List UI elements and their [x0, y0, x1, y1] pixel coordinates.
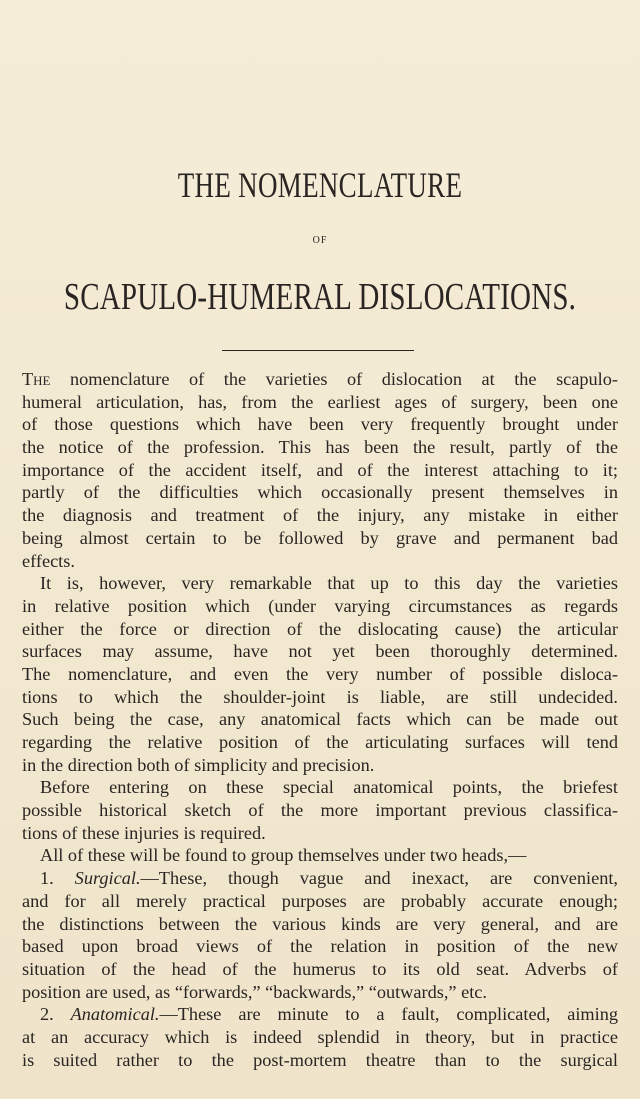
text-line: possible historical sketch of the more important previous classifica-	[22, 800, 618, 821]
text-line: All of these will be found to group themselves under two heads,—	[40, 845, 527, 866]
text-line	[22, 867, 618, 890]
text-line-content: —These are minute to a fault, complicated, aiming	[159, 1004, 618, 1025]
text-line: and for all merely practical purposes are probably accurate enough;	[22, 890, 618, 911]
text-line: in the direction both of simplicity and precision.	[22, 754, 375, 775]
section-label-anatomical: Anatomical.	[70, 1004, 160, 1025]
text-line: tions to which the shoulder-joint is liable, are still undecided.	[22, 686, 618, 707]
title-connector: OF	[312, 235, 328, 246]
text-line: situation of the head of the humerus to its old seat. Adverbs of	[22, 958, 618, 979]
text-line: effects.	[22, 550, 75, 571]
text-line-content: nomenclature of the varieties of dislocation at the scapulo-	[50, 369, 618, 389]
text-line: being almost certain to be followed by grave and permanent bad	[22, 527, 618, 548]
text-line: based upon broad views of the relation in position of the new	[22, 936, 618, 957]
text-line: the distinctions between the various kinds are very general, and are	[22, 913, 618, 934]
body-text	[22, 368, 618, 1071]
text-line: The nomenclature, and even the very number of possible disloca-	[22, 663, 618, 684]
text-line: of those questions which have been very frequently brought under	[22, 414, 618, 435]
section-label-surgical: Surgical.	[74, 868, 141, 889]
text-line: at an accuracy which is indeed splendid in theory, but in practice	[22, 1026, 618, 1047]
text-line: is suited rather to the post-mortem theatre than to the surgical	[22, 1049, 618, 1070]
text-line: the diagnosis and treatment of the injury, any mistake in either	[22, 505, 618, 526]
text-line: surfaces may assume, have not yet been thoroughly determined.	[22, 641, 618, 662]
text-line: partly of the difficulties which occasionally present themselves in	[22, 482, 618, 503]
text-line: humeral articulation, has, from the earliest ages of surgery, been one	[22, 391, 618, 412]
page-subtitle: SCAPULO-HUMERAL DISLOCATIONS.	[63, 276, 577, 318]
text-line: Such being the case, any anatomical facts which can be made out	[22, 709, 618, 730]
text-line-lead: 1.	[40, 868, 75, 889]
title-rule	[222, 350, 414, 351]
text-line: either the force or direction of the dislocating cause) the articular	[22, 618, 618, 639]
text-line: Before entering on these special anatomical points, the briefest	[40, 777, 618, 798]
text-line: importance of the accident itself, and of the interest attaching to it;	[22, 459, 618, 480]
text-line: regarding the relative position of the articulating surfaces will tend	[22, 732, 618, 752]
text-line: in relative position which (under varying circumstances as regards	[22, 595, 618, 616]
text-line	[22, 368, 618, 391]
text-line: the notice of the profession. This has been the result, partly of the	[22, 437, 618, 458]
page-title: THE NOMENCLATURE	[177, 165, 463, 205]
text-line-lead: 2.	[40, 1004, 71, 1025]
text-line: It is, however, very remarkable that up to this day the varieties	[40, 573, 618, 594]
text-line	[22, 1003, 618, 1026]
text-line: tions of these injuries is required.	[22, 822, 266, 843]
text-line: position are used, as “forwards,” “backwards,” “outwards,” etc.	[22, 981, 487, 1002]
text-line-lead: The	[22, 369, 51, 389]
text-line-content: —These, though vague and inexact, are convenient,	[140, 868, 618, 889]
